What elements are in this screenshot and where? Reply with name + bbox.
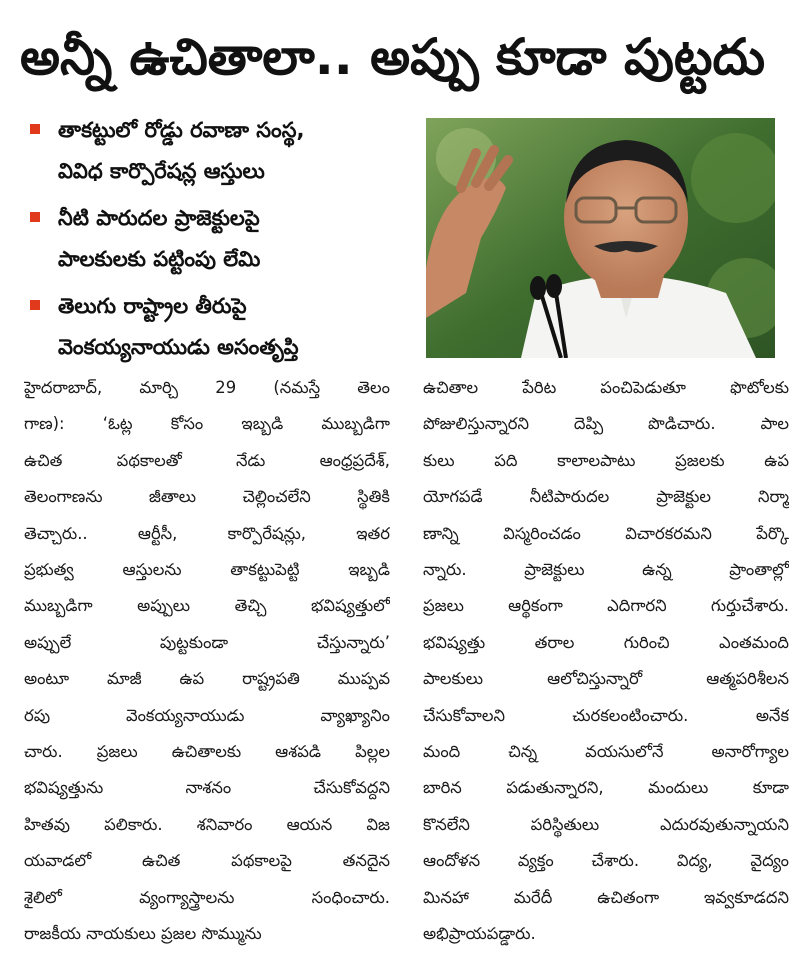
bullet-line: పాలకులకు పట్టింపు లేమి: [58, 247, 261, 271]
article-text-line: తెలంగాణను జీతాలు చెల్లించలేని స్థితికి: [24, 487, 390, 507]
bullet-line: తాకట్టులో రోడ్డు రవాణా సంస్థ,: [58, 118, 305, 142]
article-text-line: యోగపడే నీటిపారుదల ప్రాజెక్టుల నిర్మా: [423, 487, 789, 507]
article-text-line: హితవు పలికారు. శనివారం ఆయన విజ: [24, 814, 390, 834]
article-text-line: గాణ): ‘ఓట్ల కోసం ఇబ్బడి ముబ్బడిగా: [24, 414, 390, 434]
article-text-line: పోజులిస్తున్నారని దెప్పి పొడిచారు. పాల: [423, 414, 789, 434]
article-text-line: శైలిలో వ్యంగ్యాస్త్రాలను సంధించారు.: [24, 887, 390, 907]
article-text-line: అభిప్రాయపడ్డారు.: [423, 924, 536, 944]
bullet-item: [30, 198, 410, 280]
article-text-line: ఉచితాల పేరిట పంచిపెడుతూ ఫొటోలకు: [423, 378, 789, 397]
article-text-line: అంటూ మాజీ ఉప రాష్ట్రపతి ముప్పవ: [24, 669, 390, 689]
article-text-line: తెచ్చారు.. ఆర్టీసీ, కార్పొరేషన్లు, ఇతర: [24, 523, 390, 543]
bullet-item: [30, 110, 410, 192]
article-text-line: ప్రభుత్వ ఆస్తులను తాకట్టుపెట్టి ఇబ్బడి: [24, 560, 390, 580]
bullet-line: వివిధ కార్పొరేషన్ల ఆస్తులు: [58, 159, 265, 183]
article-text-line: కొనలేని పరిస్థితులు ఎదురవుతున్నాయని: [423, 814, 789, 834]
article-text-line: అప్పులే పుట్టకుండా చేస్తున్నారు’: [24, 632, 390, 652]
article-text-line: పాలకులు ఆలోచిస్తున్నారో ఆత్మపరిశీలన: [423, 669, 789, 689]
article-text-line: ణాన్ని విస్మరించడం విచారకరమని పేర్కొ: [423, 523, 789, 543]
bullet-line: నీటి పారుదల ప్రాజెక్టులపై: [58, 206, 260, 230]
article-text-line: కులు పది కాలాలపాటు ప్రజలకు ఉప: [423, 450, 789, 470]
article-text-line: ప్రజలు ఆర్థికంగా ఎదిగారని గుర్తుచేశారు.: [423, 596, 789, 616]
article-text-line: యవాడలో ఉచిత పథకాలపై తనదైన: [24, 851, 390, 871]
article-text-line: రపు వెంకయ్యనాయుడు వ్యాఖ్యానిం: [24, 705, 390, 725]
bullet-line: తెలుగు రాష్ట్రాల తీరుపై: [58, 294, 247, 318]
bullet-square-icon: [30, 124, 40, 134]
article-text-line: బారిన పడుతున్నారని, మందులు కూడా: [423, 778, 789, 798]
article-column-right: [423, 370, 789, 953]
article-text-line: భవిష్యత్తును నాశనం చేసుకోవద్దని: [24, 778, 390, 798]
article-text-line: రాజకీయ నాయకులు ప్రజల సొమ్మును: [24, 924, 262, 944]
speaker-photo: [426, 118, 775, 358]
article-text-line: ఆందోళన వ్యక్తం చేశారు. విద్య, వైద్యం: [423, 851, 789, 871]
summary-bullets: [30, 110, 410, 374]
article-text-line: చేసుకోవాలని చురకలంటించారు. అనేక: [423, 705, 789, 725]
article-text-line: చారు. ప్రజలు ఉచితాలకు ఆశపడి పిల్లల: [24, 742, 390, 762]
bullet-line: వెంకయ్యనాయుడు అసంతృప్తి: [58, 335, 299, 359]
article-text-line: న్నారు. ప్రాజెక్టులు ఉన్న ప్రాంతాల్లో: [423, 560, 789, 580]
article-text-line: మినహా మరేదీ ఉచితంగా ఇవ్వకూడదని: [423, 887, 789, 907]
bullet-square-icon: [30, 300, 40, 310]
headline: అన్నీ ఉచితాలా.. అప్పు కూడా పుట్టదు: [20, 28, 766, 86]
article-column-left: [24, 370, 390, 953]
article-text-line: మంది చిన్న వయసులోనే అనారోగ్యాల: [423, 742, 789, 762]
speaker-photo-illustration: [426, 118, 775, 358]
article-text-line: ఉచిత పథకాలతో నేడు ఆంధ్రప్రదేశ్,: [24, 450, 390, 470]
bullet-item: [30, 286, 410, 368]
article-text-line: భవిష్యత్తు తరాల గురించి ఎంతమంది: [423, 632, 789, 652]
article-text-line: ముబ్బడిగా అప్పులు తెచ్చి భవిష్యత్తులో: [24, 596, 390, 616]
bullet-square-icon: [30, 212, 40, 222]
article-text-line: హైదరాబాద్, మార్చి 29 (నమస్తే తెలం: [24, 378, 390, 397]
